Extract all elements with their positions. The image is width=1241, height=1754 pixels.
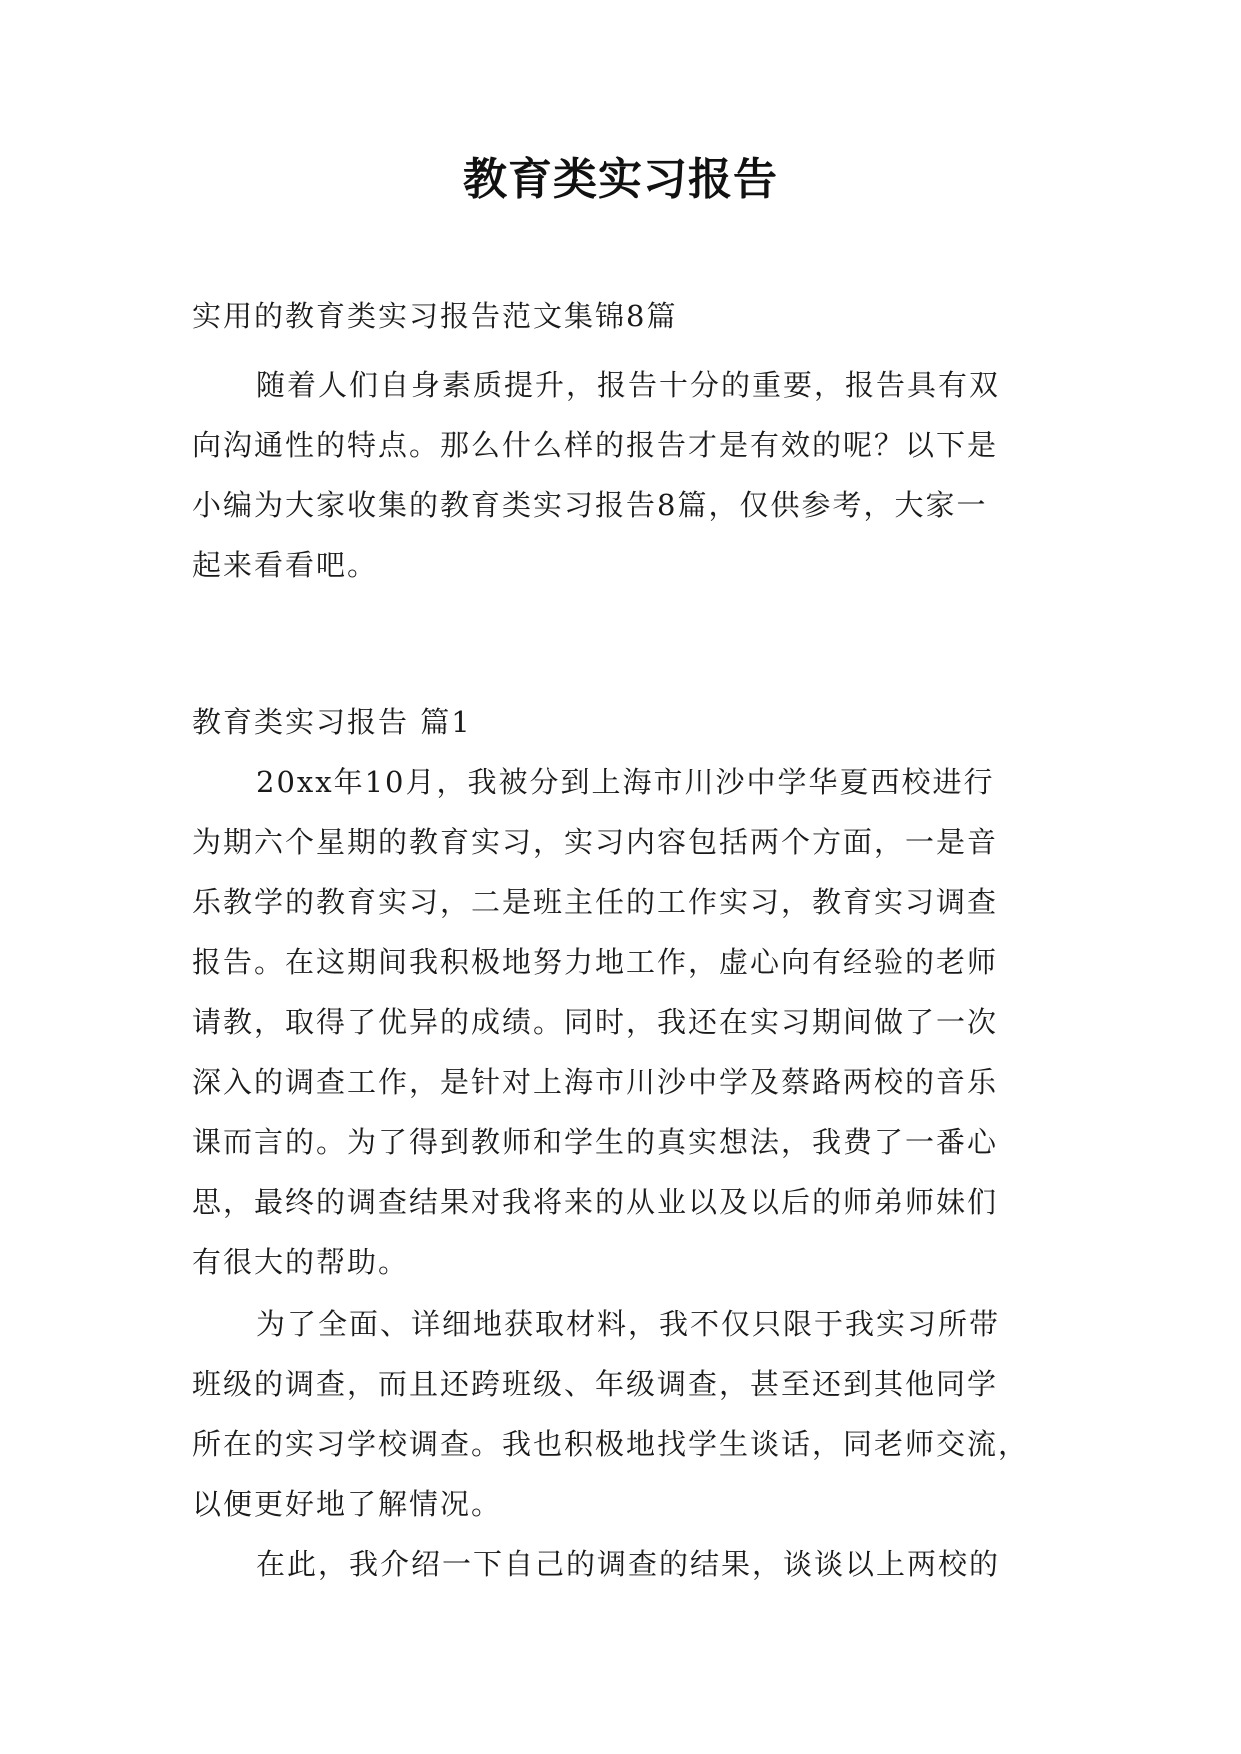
paragraph-line: 班级的调查，而且还跨班级、年级调查，甚至还到其他同学 (192, 1367, 999, 1401)
intro-line: 起来看看吧。 (192, 548, 379, 582)
intro-line: 向沟通性的特点。那么什么样的报告才是有效的呢？以下是 (192, 428, 999, 462)
intro-paragraph (192, 355, 1052, 595)
document-title: 教育类实习报告 (463, 154, 778, 205)
paragraph-line: 深入的调查工作，是针对上海市川沙中学及蔡路两校的音乐 (192, 1065, 999, 1099)
document-subtitle: 实用的教育类实习报告范文集锦8篇 (192, 299, 678, 333)
paragraph-line: 在此，我介绍一下自己的调查的结果，谈谈以上两校的 (256, 1547, 1001, 1581)
paragraph-line: 有很大的帮助。 (192, 1245, 410, 1279)
body-paragraph-1 (192, 752, 1052, 1292)
intro-line: 随着人们自身素质提升，报告十分的重要，报告具有双 (256, 368, 1001, 402)
paragraph-line: 为期六个星期的教育实习，实习内容包括两个方面，一是音 (192, 825, 999, 859)
paragraph-line: 报告。在这期间我积极地努力地工作，虚心向有经验的老师 (192, 945, 999, 979)
paragraph-line: 请教，取得了优异的成绩。同时，我还在实习期间做了一次 (192, 1005, 999, 1039)
paragraph-line: 课而言的。为了得到教师和学生的真实想法，我费了一番心 (192, 1125, 999, 1159)
paragraph-line: 为了全面、详细地获取材料，我不仅只限于我实习所带 (256, 1307, 1001, 1341)
body-paragraph-2 (192, 1294, 1052, 1534)
section-heading: 教育类实习报告 篇1 (192, 705, 472, 739)
paragraph-line: 20xx年10月，我被分到上海市川沙中学华夏西校进行 (256, 765, 995, 799)
paragraph-line: 乐教学的教育实习，二是班主任的工作实习，教育实习调查 (192, 885, 999, 919)
body-paragraph-3 (192, 1534, 1052, 1594)
paragraph-line: 所在的实习学校调查。我也积极地找学生谈话，同老师交流， (192, 1427, 1030, 1461)
intro-line: 小编为大家收集的教育类实习报告8篇，仅供参考，大家一 (192, 488, 988, 522)
paragraph-line: 以便更好地了解情况。 (192, 1487, 503, 1521)
paragraph-line: 思，最终的调查结果对我将来的从业以及以后的师弟师妹们 (192, 1185, 999, 1219)
